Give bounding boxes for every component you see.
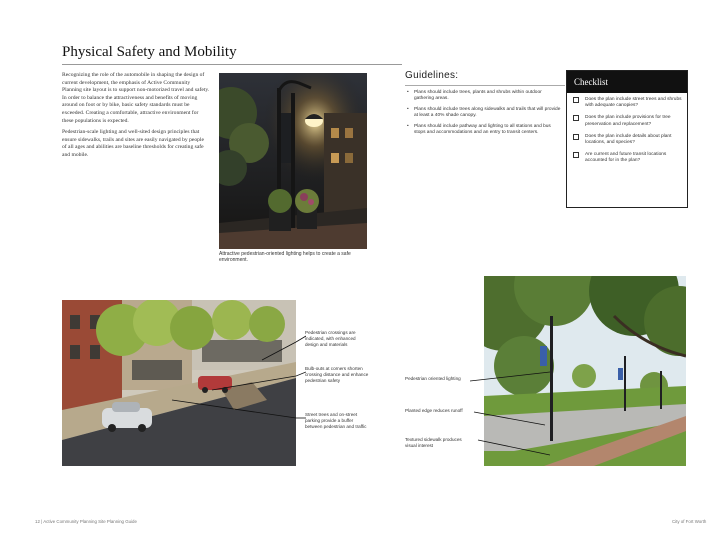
checklist-heading: Checklist [567, 71, 687, 93]
footer-right: City of Fort Worth [672, 519, 707, 524]
guidelines-list [405, 90, 563, 140]
checklist-item: Does the plan include street trees and shrubs with adequate canopies? [573, 97, 683, 109]
street-rendering [62, 300, 296, 466]
bullet-icon: • [407, 123, 409, 129]
checklist-item: Does the plan include provisions for tree preservation and replacement? [573, 115, 683, 127]
rendering-callout-1: Pedestrian crossings are indicated, with enhanced design and materials [305, 330, 356, 347]
footer-left: 12 | Active Community Planning Site Planning Guide [35, 519, 137, 524]
lamp-post-photo [219, 73, 367, 249]
guidelines-heading: Guidelines: [405, 70, 459, 81]
guideline-item: • Plans should include pathway and lighting to all stations and bus stops and accommodations and an entry to transit centers. [407, 123, 551, 136]
photo2-callout-3: Textured sidewalk produces visual interest [405, 437, 462, 448]
guideline-item: • Plans should include trees along sidewalks and trails that will provide at least a 40% shade canopy. [407, 106, 561, 119]
photo2-callout-2: Planted edge reduces runoff [405, 408, 463, 413]
page-title: Physical Safety and Mobility [62, 44, 237, 60]
checkbox-icon [573, 97, 579, 103]
body-paragraph-2: Pedestrian-scale lighting and well-sited design principles that ensure sidewalks, trails and sites are easily navigated by people of all ages and abilities are baseline thresholds for creating safe and mobile. [62, 129, 204, 158]
photo2-callout-lines [450, 370, 550, 460]
checklist-item: Does the plan include details about plant locations, and species? [573, 134, 683, 146]
rendering-callout-3: Street trees and on-street parking provide a buffer between pedestrian and traffic [305, 412, 367, 429]
guideline-item: • Plans should include trees, plants and shrubs within outdoor gathering areas. [407, 90, 542, 102]
checklist-item: Are current and future transit locations accounted for in the plan? [573, 152, 683, 164]
rendering-callout-lines [296, 300, 306, 466]
checkbox-icon [573, 152, 579, 158]
checkbox-icon [573, 115, 579, 121]
checklist-box [566, 70, 688, 208]
body-text [62, 72, 210, 164]
bullet-icon: • [407, 106, 409, 112]
photo1-caption: Attractive pedestrian-oriented lighting helps to create a safe environment. [219, 251, 351, 264]
bullet-icon: • [407, 90, 409, 95]
photo2-callout-1: Pedestrian oriented lighting [405, 376, 461, 381]
body-paragraph-1: Recognizing the role of the automobile in shaping the design of current development, the emphasis of Active Community Planning site layout is to support non-motorized travel and safety. In order to balance the attractiveness and benefits of moving around on foot or by bike, basic safety standards must be exceeded. Creating a comfortable, attractive environment for these populations is expected. [62, 72, 210, 124]
guidelines-rule [405, 85, 565, 86]
title-rule [62, 64, 402, 65]
rendering-callout-2: Bulb-outs at corners shorten crossing distance and enhance pedestrian safety [305, 366, 369, 383]
checklist-list [567, 93, 687, 165]
checkbox-icon [573, 134, 579, 140]
